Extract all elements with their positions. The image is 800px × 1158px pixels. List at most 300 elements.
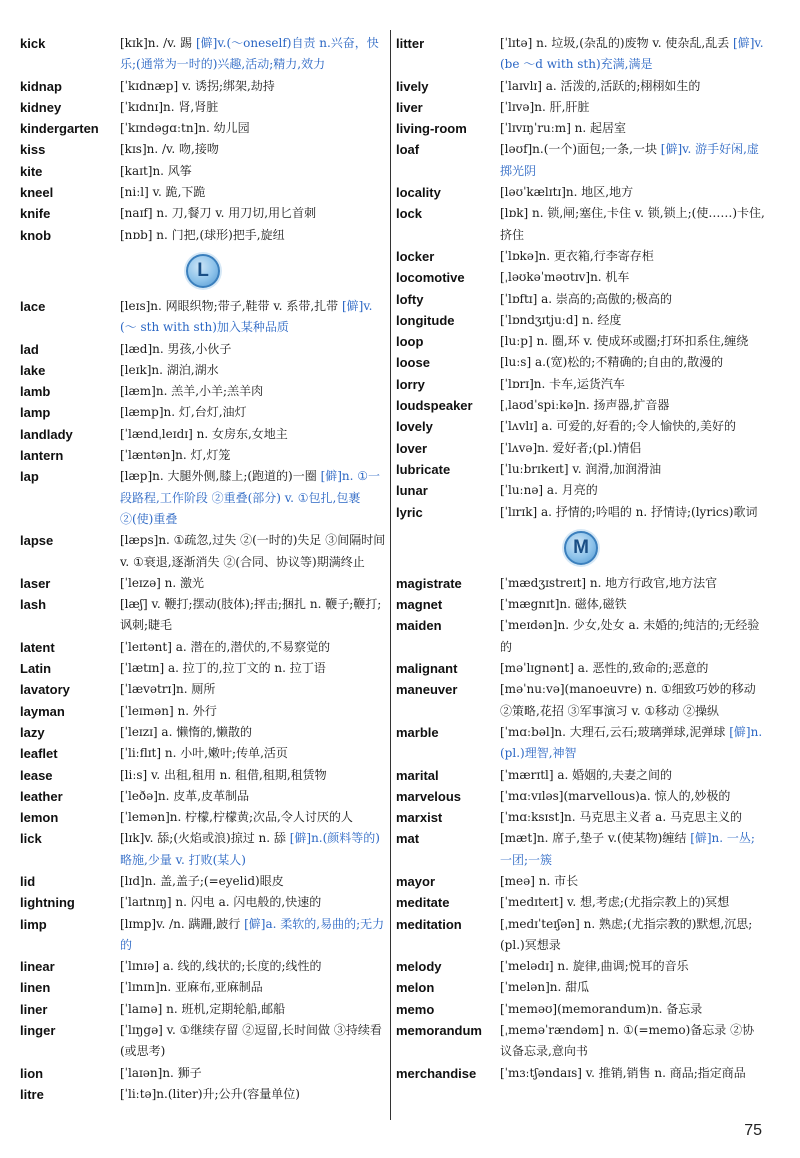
definition: [kaɪt]n. 风筝 bbox=[120, 163, 192, 178]
entry-body bbox=[120, 956, 386, 977]
entry-body bbox=[120, 999, 386, 1020]
entry-body bbox=[500, 722, 766, 765]
definition: [ˈlʌvə]n. 爱好者;(pl.)情侣 bbox=[500, 440, 642, 455]
definition: [liːs] v. 出租,租用 n. 租借,租期,租赁物 bbox=[120, 767, 327, 782]
headword: lofty bbox=[396, 291, 424, 307]
entry-body bbox=[120, 637, 386, 658]
entry-body bbox=[500, 594, 766, 615]
dictionary-entry bbox=[20, 807, 386, 828]
definition: [ˈkɪdnɪ]n. 肾,肾脏 bbox=[120, 99, 219, 114]
headword: maneuver bbox=[396, 682, 458, 698]
entry-body bbox=[120, 381, 386, 402]
dictionary-entry bbox=[20, 871, 386, 892]
dictionary-entry bbox=[396, 139, 766, 182]
entry-body bbox=[500, 267, 766, 288]
dictionary-entry bbox=[396, 352, 766, 373]
left-column bbox=[20, 33, 386, 1105]
dictionary-entry bbox=[20, 182, 386, 203]
headword: lubricate bbox=[396, 461, 451, 477]
headword: longitude bbox=[396, 312, 455, 328]
definition: [ləʊf]n.(一个)面包;一条,一块 bbox=[500, 142, 661, 157]
headword: melon bbox=[396, 980, 435, 996]
entry-body bbox=[500, 573, 766, 594]
definition: [ˌlaʊdˈspiːkə]n. 扬声器,扩音器 bbox=[500, 398, 670, 413]
entry-body bbox=[500, 502, 766, 523]
definition: [ˈlɪvə]n. 肝,肝脏 bbox=[500, 99, 590, 114]
dictionary-entry bbox=[20, 381, 386, 402]
letter-section-header bbox=[396, 523, 766, 573]
dictionary-entry bbox=[20, 203, 386, 224]
dictionary-entry bbox=[396, 459, 766, 480]
headword: kidney bbox=[20, 99, 62, 115]
entry-body bbox=[120, 182, 386, 203]
headword: lightning bbox=[20, 895, 75, 911]
definition: [ləʊˈkælɪtɪ]n. 地区,地方 bbox=[500, 185, 634, 200]
definition: [ˈleɪzɪ] a. 懒惰的,懒散的 bbox=[120, 724, 253, 739]
definition: [leɪs]n. 网眼织物;带子,鞋带 v. 系带,扎带 bbox=[120, 298, 342, 313]
entry-body bbox=[120, 679, 386, 700]
headword: knob bbox=[20, 227, 52, 243]
dictionary-entry bbox=[396, 615, 766, 658]
entry-body bbox=[120, 977, 386, 998]
dictionary-entry bbox=[396, 480, 766, 501]
entry-body bbox=[500, 679, 766, 722]
entry-body bbox=[120, 296, 386, 339]
dictionary-entry bbox=[396, 97, 766, 118]
entry-body bbox=[500, 480, 766, 501]
dictionary-entry bbox=[20, 743, 386, 764]
headword: lemon bbox=[20, 810, 59, 826]
entry-body bbox=[500, 1020, 766, 1063]
dictionary-entry bbox=[396, 182, 766, 203]
headword: linger bbox=[20, 1023, 56, 1039]
dictionary-entry bbox=[396, 956, 766, 977]
definition: [ˈlɪnɪn]n. 亚麻布,亚麻制品 bbox=[120, 980, 263, 995]
definition: [ˈlaɪvlɪ] a. 活泼的,活跃的;栩栩如生的 bbox=[500, 78, 701, 93]
definition: [ˈmeməʊ](memorandum)n. 备忘录 bbox=[500, 1001, 703, 1016]
definition: [læʃ] v. 鞭打;摆动(肢体);抨击;捆扎 n. 鞭子;鞭打;讽刺;睫毛 bbox=[120, 597, 382, 633]
dictionary-entry bbox=[20, 360, 386, 381]
headword: lorry bbox=[396, 376, 425, 392]
dictionary-entry bbox=[20, 914, 386, 957]
dictionary-entry bbox=[396, 658, 766, 679]
definition: [ˈmeɪdən]n. 少女,处女 a. 未婚的;纯洁的;无经验的 bbox=[500, 618, 760, 654]
definition: [lɪd]n. 盖,盖子;(=eyelid)眼皮 bbox=[120, 873, 284, 888]
dictionary-entry bbox=[20, 530, 386, 573]
entry-body bbox=[120, 786, 386, 807]
headword: Latin bbox=[20, 661, 52, 677]
entry-body bbox=[500, 615, 766, 658]
entry-body bbox=[120, 225, 386, 246]
dictionary-entry bbox=[20, 679, 386, 700]
headword: kite bbox=[20, 163, 43, 179]
headword: leaflet bbox=[20, 746, 58, 762]
definition: [læps]n. ①疏忽,过失 ②(一时的)失足 ③间隔时间 v. ①衰退,逐渐消失 ②(合同、协议等)期满终止 bbox=[120, 533, 386, 569]
entry-body bbox=[120, 33, 386, 76]
headword: loaf bbox=[396, 142, 420, 158]
entry-body bbox=[120, 424, 386, 445]
headword: lion bbox=[20, 1065, 44, 1081]
definition: [ˈlɪŋgə] v. ①继续存留 ②逗留,长时间做 ③持续看(或思考) bbox=[120, 1023, 382, 1059]
headword: locomotive bbox=[396, 270, 465, 286]
definition: [lɪmp]v. /n. 蹒跚,跛行 bbox=[120, 916, 245, 931]
dictionary-entry bbox=[20, 139, 386, 160]
dictionary-entry bbox=[20, 765, 386, 786]
dictionary-entry bbox=[20, 956, 386, 977]
dictionary-entry bbox=[396, 438, 766, 459]
dictionary-entry bbox=[396, 502, 766, 523]
definition: [niːl] v. 跪,下跪 bbox=[120, 185, 206, 200]
headword: lavatory bbox=[20, 682, 70, 698]
headword: linen bbox=[20, 980, 51, 996]
dictionary-entry bbox=[396, 118, 766, 139]
entry-body bbox=[500, 118, 766, 139]
definition: [luːp] n. 圈,环 v. 使成环或圈;打环扣系住,缠绕 bbox=[500, 334, 749, 349]
headword: mat bbox=[396, 831, 420, 847]
entry-body bbox=[500, 459, 766, 480]
headword: lively bbox=[396, 78, 429, 94]
headword: lapse bbox=[20, 533, 54, 549]
headword: laser bbox=[20, 575, 51, 591]
headword: lantern bbox=[20, 448, 64, 464]
headword: kick bbox=[20, 36, 46, 51]
dictionary-entry bbox=[20, 999, 386, 1020]
definition: [kɪs]n. /v. 吻,接吻 bbox=[120, 142, 219, 157]
dictionary-entry bbox=[396, 679, 766, 722]
headword: meditate bbox=[396, 895, 450, 911]
definition: [læd]n. 男孩,小伙子 bbox=[120, 341, 232, 356]
definition: [ˈluːnə] a. 月亮的 bbox=[500, 483, 598, 498]
entry-body bbox=[500, 139, 766, 182]
entry-body bbox=[120, 402, 386, 423]
headword: marxist bbox=[396, 810, 443, 826]
definition: [ˈlɪnɪə] a. 线的,线状的;长度的;线性的 bbox=[120, 959, 322, 974]
headword: loudspeaker bbox=[396, 398, 473, 414]
definition: [ˈliːflɪt] n. 小叶,嫩叶;传单,活页 bbox=[120, 746, 288, 761]
definition: [ˈleðə]n. 皮革,皮革制品 bbox=[120, 788, 250, 803]
rare-meaning: [僻]n.(颜料等的)略施,少量 v. 打败(某人) bbox=[120, 831, 380, 867]
dictionary-entry bbox=[396, 977, 766, 998]
column-divider bbox=[390, 30, 391, 1120]
dictionary-entry bbox=[20, 118, 386, 139]
definition: [luːs] a.(宽)松的;不精确的;自由的,散漫的 bbox=[500, 355, 724, 370]
entry-body bbox=[500, 246, 766, 267]
definition: [ˌmedɪˈteɪʃən] n. 熟虑;(尤指宗教的)默想,沉思;(pl.)冥想录 bbox=[500, 916, 753, 952]
dictionary-entry bbox=[396, 310, 766, 331]
definition: [məˈlɪgnənt] a. 恶性的,致命的;恶意的 bbox=[500, 661, 709, 676]
definition: [leɪk]n. 湖泊,湖水 bbox=[120, 362, 219, 377]
dictionary-entry bbox=[396, 765, 766, 786]
definition: [ˈmædʒɪstreɪt] n. 地方行政官,地方法官 bbox=[500, 575, 718, 590]
entry-body bbox=[120, 118, 386, 139]
entry-body bbox=[120, 594, 386, 637]
definition: [ˈleɪtənt] a. 潜在的,潜伏的,不易察觉的 bbox=[120, 639, 331, 654]
definition: [mæt]n. 席子,垫子 v.(使某物)缠结 bbox=[500, 831, 691, 846]
letter-section-header bbox=[20, 246, 386, 296]
headword: kindergarten bbox=[20, 121, 99, 137]
definition: [ˈlɒrɪ]n. 卡车,运货汽车 bbox=[500, 376, 625, 391]
dictionary-entry bbox=[396, 33, 766, 76]
headword: maiden bbox=[396, 618, 442, 634]
entry-body bbox=[120, 466, 386, 530]
entry-body bbox=[500, 33, 766, 76]
entry-body bbox=[500, 765, 766, 786]
definition: [ˈluːbrɪkeɪt] v. 润滑,加润滑油 bbox=[500, 461, 662, 476]
rare-meaning: [僻]v. 游手好闲,虚掷光阴 bbox=[500, 142, 759, 178]
dictionary-entry bbox=[20, 1063, 386, 1084]
headword: lease bbox=[20, 767, 53, 783]
headword: lid bbox=[20, 873, 36, 889]
headword: lovely bbox=[396, 419, 433, 435]
entry-body bbox=[120, 892, 386, 913]
dictionary-entry bbox=[396, 289, 766, 310]
rare-meaning: [僻]v.(～ sth with sth)加入某种品质 bbox=[120, 298, 373, 335]
definition: [ˈlɒndʒɪtjuːd] n. 经度 bbox=[500, 312, 622, 327]
headword: magnet bbox=[396, 597, 443, 613]
entry-body bbox=[120, 1084, 386, 1105]
headword: limp bbox=[20, 916, 47, 932]
headword: meditation bbox=[396, 916, 462, 932]
headword: kidnap bbox=[20, 78, 62, 94]
definition: [nɒb] n. 门把,(球形)把手,旋纽 bbox=[120, 227, 285, 242]
entry-body bbox=[500, 331, 766, 352]
headword: marital bbox=[396, 767, 439, 783]
headword: kneel bbox=[20, 185, 54, 201]
dictionary-entry bbox=[20, 786, 386, 807]
definition: [ˈlemən]n. 柠檬,柠檬黄;次品,令人讨厌的人 bbox=[120, 810, 353, 825]
definition: [ˈlæntən]n. 灯,灯笼 bbox=[120, 448, 231, 463]
dictionary-entry bbox=[20, 722, 386, 743]
headword: liver bbox=[396, 99, 423, 115]
dictionary-entry bbox=[20, 828, 386, 871]
dictionary-entry bbox=[396, 573, 766, 594]
entry-body bbox=[500, 203, 766, 246]
dictionary-entry bbox=[396, 267, 766, 288]
entry-body bbox=[120, 530, 386, 573]
definition: [ˈlɪrɪk] a. 抒情的;吟唱的 n. 抒情诗;(lyrics)歌词 bbox=[500, 504, 758, 519]
definition: [ˈlævətrɪ]n. 厕所 bbox=[120, 682, 216, 697]
dictionary-entry bbox=[20, 76, 386, 97]
dictionary-entry bbox=[20, 658, 386, 679]
definition: [læm]n. 羔羊,小羊;羔羊肉 bbox=[120, 384, 264, 399]
rare-meaning: [僻]v.(～oneself)自责 n.兴奋，快乐;(通常为一时的)兴趣,活动;精力,效力 bbox=[120, 36, 379, 72]
entry-body bbox=[120, 203, 386, 224]
page-number: 75 bbox=[744, 1122, 762, 1139]
headword: lick bbox=[20, 831, 42, 847]
entry-body bbox=[120, 76, 386, 97]
definition: [læmp]n. 灯,台灯,油灯 bbox=[120, 405, 247, 420]
definition: [məˈnuːvə](manoeuvre) n. ①细致巧妙的移动 ②策略,花招 ③军事演习 v. ①移动 ②操纵 bbox=[500, 682, 756, 718]
entry-body bbox=[120, 914, 386, 957]
headword: locker bbox=[396, 248, 435, 264]
definition: [ˈleɪzə] n. 激光 bbox=[120, 575, 205, 590]
entry-body bbox=[500, 438, 766, 459]
headword: locality bbox=[396, 185, 441, 201]
entry-body bbox=[120, 339, 386, 360]
entry-body bbox=[500, 374, 766, 395]
definition: [ˈleɪmən] n. 外行 bbox=[120, 703, 217, 718]
dictionary-entry bbox=[20, 977, 386, 998]
headword: marvelous bbox=[396, 788, 462, 804]
dictionary-entry bbox=[20, 402, 386, 423]
entry-body bbox=[500, 871, 766, 892]
right-column bbox=[396, 33, 766, 1084]
letter-badge: L bbox=[186, 254, 220, 288]
rare-meaning: [僻]n.(pl.)理智,神智 bbox=[500, 724, 763, 761]
dictionary-entry bbox=[396, 786, 766, 807]
entry-body bbox=[500, 97, 766, 118]
headword: knife bbox=[20, 206, 51, 222]
headword: lamp bbox=[20, 405, 51, 421]
dictionary-entry bbox=[20, 701, 386, 722]
dictionary-entry bbox=[396, 999, 766, 1020]
definition: [ˈmelədɪ] n. 旋律,曲调;悦耳的音乐 bbox=[500, 959, 689, 974]
headword: lazy bbox=[20, 724, 45, 740]
definition: [ˈlaɪən]n. 狮子 bbox=[120, 1065, 202, 1080]
definition: [ˌmeməˈrændəm] n. ①(=memo)备忘录 ②协议备忘录,意向书 bbox=[500, 1023, 755, 1059]
dictionary-entry bbox=[396, 914, 766, 957]
headword: loose bbox=[396, 355, 430, 371]
headword: malignant bbox=[396, 661, 458, 677]
entry-body bbox=[500, 76, 766, 97]
dictionary-entry bbox=[396, 807, 766, 828]
dictionary-entry bbox=[20, 97, 386, 118]
entry-body bbox=[500, 956, 766, 977]
definition: [ˈlætɪn] a. 拉丁的,拉丁文的 n. 拉丁语 bbox=[120, 661, 326, 676]
dictionary-entry bbox=[396, 395, 766, 416]
entry-body bbox=[120, 871, 386, 892]
definition: [ˈmɜːtʃəndaɪs] v. 推销,销售 n. 商品;指定商品 bbox=[500, 1065, 746, 1080]
dictionary-entry bbox=[396, 203, 766, 246]
headword: loop bbox=[396, 334, 424, 350]
definition: [ˈlaɪtnɪŋ] n. 闪电 a. 闪电般的,快速的 bbox=[120, 895, 322, 910]
rare-meaning: [僻]n. 一丛;一团;一簇 bbox=[500, 831, 755, 867]
definition: [ˈmedɪteɪt] v. 想,考虑;(尤指宗教上的)冥想 bbox=[500, 895, 730, 910]
entry-body bbox=[500, 892, 766, 913]
dictionary-entry bbox=[396, 892, 766, 913]
entry-body bbox=[120, 828, 386, 871]
entry-body bbox=[120, 1020, 386, 1063]
dictionary-entry bbox=[20, 466, 386, 530]
dictionary-entry bbox=[396, 76, 766, 97]
definition: [ˈmɑːksɪst]n. 马克思主义者 a. 马克思主义的 bbox=[500, 810, 742, 825]
entry-body bbox=[500, 828, 766, 871]
entry-body bbox=[500, 807, 766, 828]
dictionary-entry bbox=[20, 594, 386, 637]
definition: [naɪf] n. 刀,餐刀 v. 用刀切,用匕首刺 bbox=[120, 206, 317, 221]
entry-body bbox=[120, 139, 386, 160]
entry-body bbox=[120, 807, 386, 828]
definition: [ˈlændˌleɪdɪ] n. 女房东,女地主 bbox=[120, 426, 288, 441]
dictionary-entry bbox=[20, 1084, 386, 1105]
dictionary-entry bbox=[396, 374, 766, 395]
dictionary-entry bbox=[20, 225, 386, 246]
dictionary-entry bbox=[20, 892, 386, 913]
entry-body bbox=[500, 289, 766, 310]
dictionary-entry bbox=[396, 1020, 766, 1063]
headword: living-room bbox=[396, 121, 467, 137]
rare-meaning: [僻]n. ①一段路程,工作阶段 ②重叠(部分) v. ①包扎,包裹 ②(使)重叠 bbox=[120, 469, 381, 526]
headword: kiss bbox=[20, 142, 46, 158]
headword: merchandise bbox=[396, 1065, 477, 1081]
headword: memo bbox=[396, 1001, 435, 1017]
definition: [ˈmɑːbəl]n. 大理石,云石;玻璃弹球,泥弹球 bbox=[500, 724, 730, 739]
entry-body bbox=[500, 416, 766, 437]
headword: lace bbox=[20, 298, 46, 314]
definition: [læp]n. 大腿外侧,膝上;(跑道的)一圈 bbox=[120, 469, 321, 484]
dictionary-entry bbox=[20, 33, 386, 76]
headword: lyric bbox=[396, 504, 423, 520]
rare-meaning: [僻]v.(be ～d with sth)充满,满是 bbox=[500, 36, 764, 72]
headword: linear bbox=[20, 959, 55, 975]
entry-body bbox=[500, 352, 766, 373]
rare-meaning: [僻]a. 柔软的,易曲的;无力的 bbox=[120, 916, 385, 952]
entry-body bbox=[120, 658, 386, 679]
definition: [ˌləʊkəˈməʊtɪv]n. 机车 bbox=[500, 270, 630, 285]
entry-body bbox=[120, 97, 386, 118]
entry-body bbox=[120, 722, 386, 743]
headword: litter bbox=[396, 36, 425, 51]
entry-body bbox=[120, 701, 386, 722]
entry-body bbox=[120, 573, 386, 594]
dictionary-entry bbox=[20, 296, 386, 339]
dictionary-entry bbox=[396, 722, 766, 765]
dictionary-entry bbox=[396, 246, 766, 267]
entry-body bbox=[500, 658, 766, 679]
headword: melody bbox=[396, 959, 442, 975]
definition: [ˈmægnɪt]n. 磁体,磁铁 bbox=[500, 597, 627, 612]
headword: lash bbox=[20, 597, 47, 613]
definition: [ˈlɪvɪŋˈruːm] n. 起居室 bbox=[500, 121, 627, 136]
definition: [ˈlaɪnə] n. 班机,定期轮船,邮船 bbox=[120, 1001, 286, 1016]
dictionary-entry bbox=[20, 161, 386, 182]
definition: [lɪk]v. 舔;(火焰或浪)掠过 n. 舔 bbox=[120, 831, 290, 846]
headword: magistrate bbox=[396, 575, 462, 591]
definition: [ˈmærɪtl] a. 婚姻的,夫妻之间的 bbox=[500, 767, 672, 782]
letter-badge: M bbox=[564, 531, 598, 565]
entry-body bbox=[120, 360, 386, 381]
headword: landlady bbox=[20, 426, 73, 442]
definition: [ˈlɪtə] n. 垃圾,(杂乱的)废物 v. 使杂乱,乱丢 bbox=[500, 36, 734, 50]
dictionary-entry bbox=[20, 637, 386, 658]
dictionary-entry bbox=[20, 424, 386, 445]
headword: lover bbox=[396, 440, 428, 456]
definition: [ˈlɒftɪ] a. 崇高的;高傲的;极高的 bbox=[500, 291, 672, 306]
dictionary-entry bbox=[396, 828, 766, 871]
entry-body bbox=[120, 161, 386, 182]
headword: litre bbox=[20, 1086, 44, 1102]
headword: layman bbox=[20, 703, 65, 719]
headword: lunar bbox=[396, 483, 428, 499]
headword: latent bbox=[20, 639, 55, 655]
headword: lap bbox=[20, 469, 39, 485]
definition: [ˈlɒkə]n. 更衣箱,行李寄存柜 bbox=[500, 248, 654, 263]
entry-body bbox=[500, 786, 766, 807]
entry-body bbox=[120, 445, 386, 466]
definition: [lɒk] n. 锁,闸;塞住,卡住 v. 锁,锁上;(使……)卡住,挤住 bbox=[500, 206, 765, 242]
entry-body bbox=[500, 310, 766, 331]
headword: marble bbox=[396, 724, 439, 740]
entry-body bbox=[500, 395, 766, 416]
entry-body bbox=[500, 977, 766, 998]
headword: mayor bbox=[396, 873, 436, 889]
entry-body bbox=[500, 999, 766, 1020]
dictionary-entry bbox=[20, 1020, 386, 1063]
dictionary-entry bbox=[396, 416, 766, 437]
headword: lake bbox=[20, 362, 46, 378]
definition: [ˈmɑːvɪləs](marvellous)a. 惊人的,妙极的 bbox=[500, 788, 731, 803]
entry-body bbox=[500, 914, 766, 957]
